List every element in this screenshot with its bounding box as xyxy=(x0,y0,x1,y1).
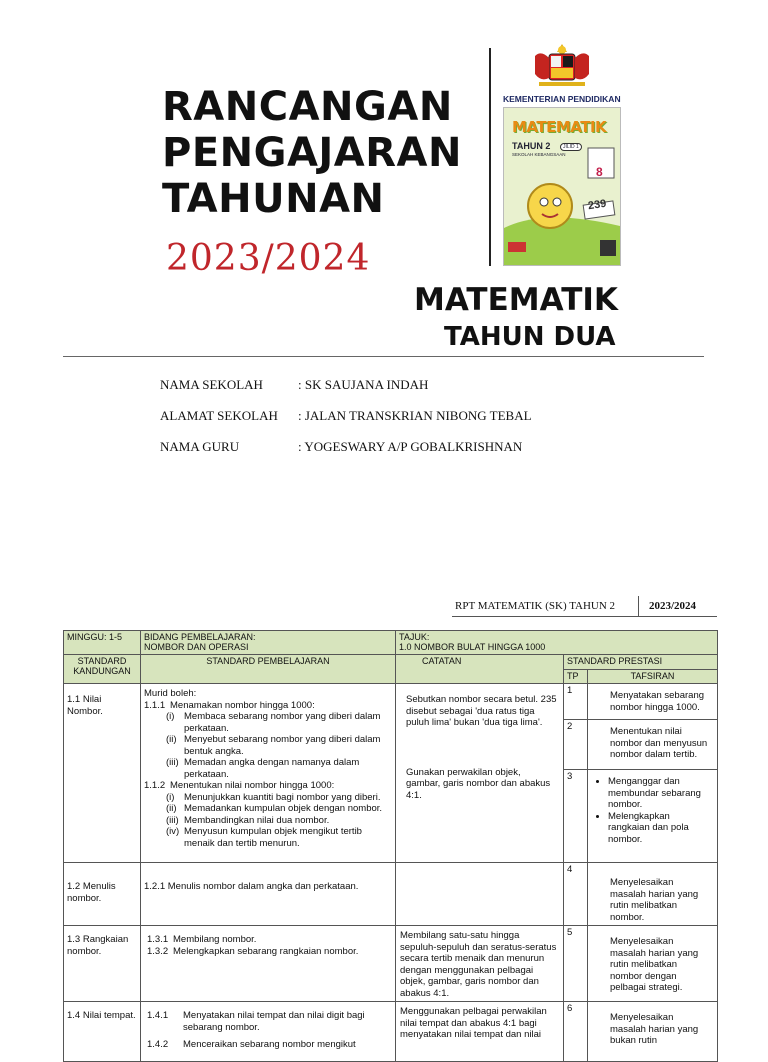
book-number-8: 8 xyxy=(596,165,603,179)
sp-1-4-1 xyxy=(147,1010,392,1033)
table-header-row xyxy=(64,655,718,670)
crest-logo xyxy=(527,40,597,92)
sp-code-1-4-2: 1.4.2 xyxy=(147,1039,169,1050)
sp-text-1-4-2: Menceraikan sebarang nombor mengikut xyxy=(183,1039,356,1050)
sp-cell-1-2 xyxy=(141,863,396,926)
tp-cell-5: 5 xyxy=(564,926,588,1002)
col-header-prestasi: STANDARD PRESTASI xyxy=(564,655,718,670)
cover-title-line-1: RANCANGAN xyxy=(162,84,453,130)
table-row xyxy=(64,1002,718,1062)
sp-1-4-2 xyxy=(147,1039,392,1051)
book-medium: SEKOLAH KEBANGSAAN xyxy=(512,152,566,157)
list-item xyxy=(144,815,392,827)
list-text: Memadankan kumpulan objek dengan nombor. xyxy=(184,803,383,814)
catatan-cell-1-1 xyxy=(396,684,564,863)
list-text: Menyusun kumpulan objek mengikut tertib menaik dan tertib menurun. xyxy=(184,826,362,849)
col-header-tp: TP xyxy=(564,669,588,684)
sp-cell-1-1 xyxy=(141,684,396,863)
sp-1-3-2 xyxy=(147,946,392,958)
list-num: (ii) xyxy=(166,734,177,745)
info-label-address: ALAMAT SEKOLAH xyxy=(160,408,278,423)
list-text: Memadan angka dengan namanya dalam perkataan. xyxy=(184,757,360,780)
list-num: (ii) xyxy=(166,803,177,814)
sp-intro: Murid boleh: xyxy=(144,688,197,699)
col-header-sk: STANDARD KANDUNGAN xyxy=(64,655,141,684)
list-item xyxy=(144,792,392,804)
sp-1-3-1 xyxy=(147,934,392,946)
book-number-239: 239 xyxy=(587,197,608,213)
textbook-cover xyxy=(503,107,621,266)
book-jilid: JILID 1 xyxy=(560,143,582,151)
list-item xyxy=(144,757,392,780)
page-header-title: RPT MATEMATIK (SK) TAHUN 2 xyxy=(455,600,616,612)
sp-code-1-1-2: 1.1.2 xyxy=(144,780,166,791)
sp-text-1-2-1: 1.2.1 Menulis nombor dalam angka dan perkataan. xyxy=(144,881,359,892)
info-value-school: : SK SAUJANA INDAH xyxy=(298,377,429,392)
header-divider xyxy=(638,596,639,616)
ministry-label: KEMENTERIAN PENDIDIKAN xyxy=(503,94,621,104)
rpt-table xyxy=(63,630,718,1062)
sp-text-1-3-1: Membilang nombor. xyxy=(173,934,257,945)
title-divider xyxy=(489,48,491,266)
tajuk-value: 1.0 NOMBOR BULAT HINGGA 1000 xyxy=(399,642,546,652)
tp-cell-1: 1 xyxy=(564,684,588,720)
page-header-year: 2023/2024 xyxy=(649,600,697,612)
list-num: (i) xyxy=(166,791,175,803)
list-item: • Melengkapkan rangkaian dan pola nombor. xyxy=(608,811,711,846)
sp-1-1-2-list xyxy=(144,792,392,850)
sp-code-1-1-1: 1.1.1 xyxy=(144,699,166,711)
minggu-text: MINGGU: 1-5 xyxy=(67,632,123,642)
col-header-catatan: CATATAN xyxy=(396,655,564,684)
table-row xyxy=(64,684,718,720)
sk-text-1-4: 1.4 Nilai tempat. xyxy=(67,1010,136,1021)
list-item xyxy=(144,826,392,849)
sp-1-1-2 xyxy=(144,780,392,792)
info-value-address: : JALAN TRANSKRIAN NIBONG TEBAL xyxy=(298,408,532,423)
sp-text-1-3-2: Melengkapkan sebarang rangkaian nombor. xyxy=(173,945,359,957)
tp-cell-6: 6 xyxy=(564,1002,588,1062)
list-item: • Menganggar dan membundar sebarang nombor. xyxy=(608,776,711,811)
sp-text-1-4-1: Menyatakan nilai tempat dan nilai digit bagi sebarang nombor. xyxy=(183,1010,365,1033)
tafsiran-cell-4: Menyelesaikan masalah harian yang rutin melibatkan nombor. xyxy=(588,863,718,926)
cover-title xyxy=(162,84,462,222)
sk-text-1-2: 1.2 Menulis nombor. xyxy=(67,881,116,904)
list-text: Menyebut sebarang nombor yang diberi dalam bentuk angka. xyxy=(184,734,381,757)
tp-cell-2: 2 xyxy=(564,720,588,770)
sk-cell-1-4 xyxy=(64,1002,141,1062)
cover-year: 2023/2024 xyxy=(166,238,371,279)
bidang-cell xyxy=(141,631,396,655)
sp-cell-1-3 xyxy=(141,926,396,1002)
sp-cell-1-4 xyxy=(141,1002,396,1062)
list-text: Membandingkan nilai dua nombor. xyxy=(184,814,330,826)
tp-cell-4: 4 xyxy=(564,863,588,926)
list-text: Menunjukkan kuantiti bagi nombor yang diberi. xyxy=(184,791,381,803)
sp-1-1-1 xyxy=(144,700,392,712)
sp-text-1-1-1: Menamakan nombor hingga 1000: xyxy=(170,699,315,711)
info-label-teacher: NAMA GURU xyxy=(160,439,240,454)
info-label-school: NAMA SEKOLAH xyxy=(160,377,263,392)
catatan-cell-1-3: Membilang satu-satu hingga sepuluh-sepuluh dan seratus-seratus secara tertib menaik dan menurun dengan menggunakan pelbagai objek, gambar, garis nombor dan abakus 4:1. xyxy=(396,926,564,1002)
tafsiran-cell-1: Menyatakan sebarang nombor hingga 1000. xyxy=(588,684,718,720)
list-text: Membaca sebarang nombor yang diberi dalam perkataan. xyxy=(184,711,381,734)
minggu-cell xyxy=(64,631,141,655)
tajuk-label: TAJUK: xyxy=(399,632,430,642)
sk-text-1-3: 1.3 Rangkaian nombor. xyxy=(67,934,129,957)
book-title: MATEMATIK xyxy=(512,118,607,136)
sk-cell-1-3 xyxy=(64,926,141,1002)
bidang-label: BIDANG PEMBELAJARAN: xyxy=(144,632,256,642)
catatan-cell-1-2 xyxy=(396,863,564,926)
header-rule xyxy=(452,616,717,617)
cover-title-line-3: TAHUNAN xyxy=(162,176,385,222)
sk-cell-1-2 xyxy=(64,863,141,926)
tafsiran-cell-6: Menyelesaikan masalah harian yang bukan rutin xyxy=(588,1002,718,1062)
sk-cell-1-1 xyxy=(64,684,141,863)
book-year: TAHUN 2 xyxy=(512,141,551,151)
tafsiran-3-list xyxy=(594,776,711,845)
sp-1-1-1-list xyxy=(144,711,392,780)
bidang-value: NOMBOR DAN OPERASI xyxy=(144,642,249,652)
table-meta-row xyxy=(64,631,718,655)
sk-text-1-1: 1.1 Nilai Nombor. xyxy=(67,694,103,717)
sp-code-1-4-1: 1.4.1 xyxy=(147,1010,169,1021)
tafsiran-cell-3 xyxy=(588,770,718,863)
catatan-text-1: Sebutkan nombor secara betul. 235 disebut sebagai 'dua ratus tiga puluh lima' bukan 'dua tiga lima'. xyxy=(406,694,557,728)
col-header-sp: STANDARD PEMBELAJARAN xyxy=(141,655,396,684)
col-header-tafsiran: TAFSIRAN xyxy=(588,669,718,684)
info-value-teacher: : YOGESWARY A/P GOBALKRISHNAN xyxy=(298,439,523,454)
sp-text-1-1-2: Menentukan nilai nombor hingga 1000: xyxy=(170,780,335,791)
subject-title: MATEMATIK xyxy=(414,282,618,318)
sp-code-1-3-1: 1.3.1 xyxy=(147,934,169,945)
list-item xyxy=(144,711,392,734)
list-num: (iv) xyxy=(166,826,180,837)
list-num: (iii) xyxy=(166,757,179,768)
cover-title-line-2: PENGAJARAN xyxy=(162,130,462,176)
catatan-cell-1-4: Menggunakan pelbagai perwakilan nilai tempat dan abakus 4:1 bagi menyatakan nilai tempat dan nilai xyxy=(396,1002,564,1062)
list-item xyxy=(144,734,392,757)
tafsiran-cell-5: Menyelesaikan masalah harian yang rutin melibatkan nombor dengan pelbagai strategi. xyxy=(588,926,718,1002)
list-num: (iii) xyxy=(166,814,179,826)
table-row xyxy=(64,926,718,1002)
catatan-text-2: Gunakan perwakilan objek, gambar, garis nombor dan abakus 4:1. xyxy=(406,766,551,801)
subject-subtitle: TAHUN DUA xyxy=(444,322,616,352)
section-rule xyxy=(63,356,704,357)
tafsiran-cell-2: Menentukan nilai nombor dan menyusun nombor dalam tertib. xyxy=(588,720,718,770)
list-num: (i) xyxy=(166,711,175,722)
tp-cell-3: 3 xyxy=(564,770,588,863)
table-row xyxy=(64,863,718,926)
sp-code-1-3-2: 1.3.2 xyxy=(147,945,169,957)
list-item xyxy=(144,803,392,815)
tajuk-cell xyxy=(396,631,718,655)
